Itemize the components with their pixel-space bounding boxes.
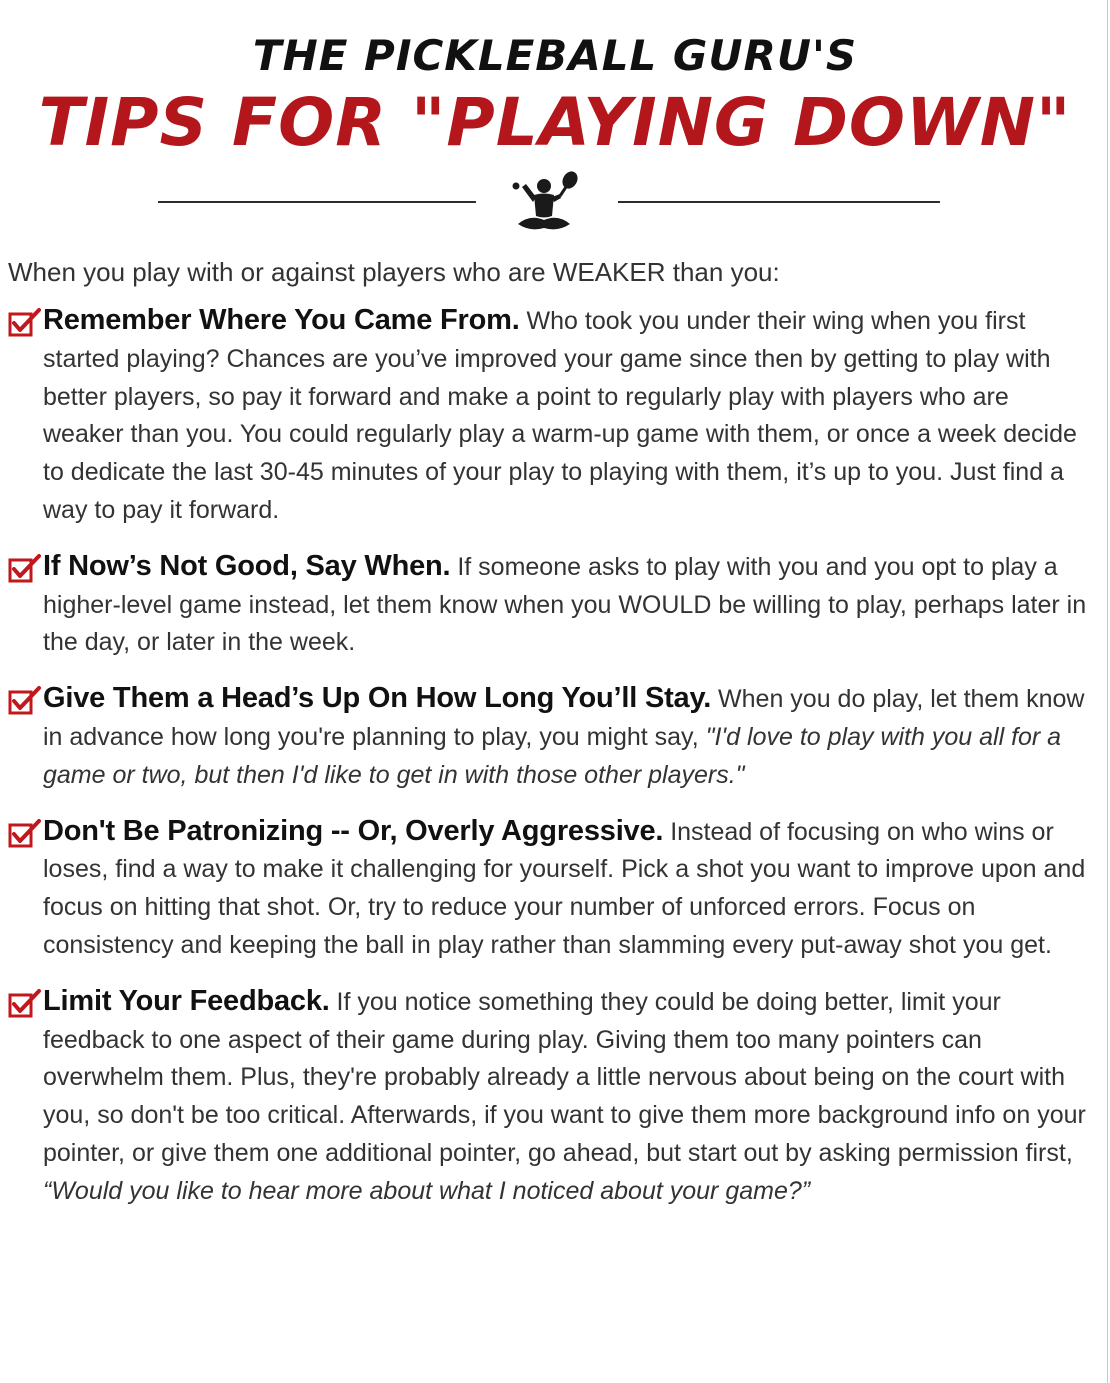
tip-heading: If Now’s Not Good, Say When. bbox=[43, 549, 451, 582]
meditating-guru-with-paddle-icon bbox=[500, 168, 590, 238]
checkbox-checked-icon bbox=[8, 685, 42, 715]
tips-list bbox=[8, 302, 1088, 1229]
checkbox-checked-icon bbox=[8, 307, 42, 337]
tip-quote: "I'd love to play with you all for a game or two, but then I'd like to get in with those other players." bbox=[43, 722, 1062, 789]
divider-rule-left bbox=[158, 201, 476, 203]
tip-body: When you do play, let them know in advance how long you're planning to play, you might say, bbox=[43, 685, 1085, 751]
tip-heading: Remember Where You Came From. bbox=[43, 304, 520, 336]
tip-heading: Give Them a Head’s Up On How Long You’ll Stay. bbox=[43, 682, 712, 715]
tip-body: Who took you under their wing when you first started playing? Chances are you’ve improved your game since then by getting to play with better players, so pay it forward and make a point to regularly play with players who are weaker than you. You could regularly play a warm-up game with them, or once a week decide to dedicate the last 30-45 minutes of your play to playing with them, it’s up to you. Just find a way to pay it forward. bbox=[43, 307, 1077, 524]
title-divider bbox=[0, 168, 1110, 238]
checkbox-checked-icon bbox=[8, 818, 42, 848]
divider-rule-right bbox=[618, 201, 940, 203]
tip-item bbox=[8, 302, 1088, 530]
tip-heading: Limit Your Feedback. bbox=[43, 984, 330, 1017]
tip-item bbox=[8, 983, 1088, 1211]
page-header bbox=[0, 30, 1110, 162]
intro-text: When you play with or against players who are WEAKER than you: bbox=[8, 257, 780, 287]
tip-item bbox=[8, 813, 1088, 965]
tip-item bbox=[8, 680, 1088, 794]
tip-heading: Don't Be Patronizing -- Or, Overly Aggressive. bbox=[43, 814, 664, 847]
tip-quote: “Would you like to hear more about what I noticed about your game?” bbox=[43, 1176, 811, 1205]
page-title: TIPS FOR "PLAYING DOWN" bbox=[38, 84, 1072, 161]
tip-body: Instead of focusing on who wins or loses, find a way to make it challenging for yourself. Pick a shot you want to improve upon and focus on hitting that shot. Or, try to reduce your number of unforced errors. Focus on consistency and keeping the ball in play rather than slamming every put-away shot you get. bbox=[43, 817, 1086, 959]
page-subtitle: THE PICKLEBALL GURU'S bbox=[252, 31, 858, 80]
checkbox-checked-icon bbox=[8, 988, 42, 1018]
tip-body: If someone asks to play with you and you opt to play a higher-level game instead, let them know when you WOULD be willing to play, perhaps later in the day, or later in the week. bbox=[43, 552, 1087, 657]
tip-item bbox=[8, 548, 1088, 662]
tip-body: If you notice something they could be doing better, limit your feedback to one aspect of their game during play. Giving them too many pointers can overwhelm them. Plus, they're probably already a little nervous about being on the court with you, so don't be too critical. Afterwards, if you want to give them more background info on your pointer, or give them one additional pointer, go ahead, but start out by asking permission first, bbox=[43, 987, 1086, 1167]
checkbox-checked-icon bbox=[8, 553, 42, 583]
